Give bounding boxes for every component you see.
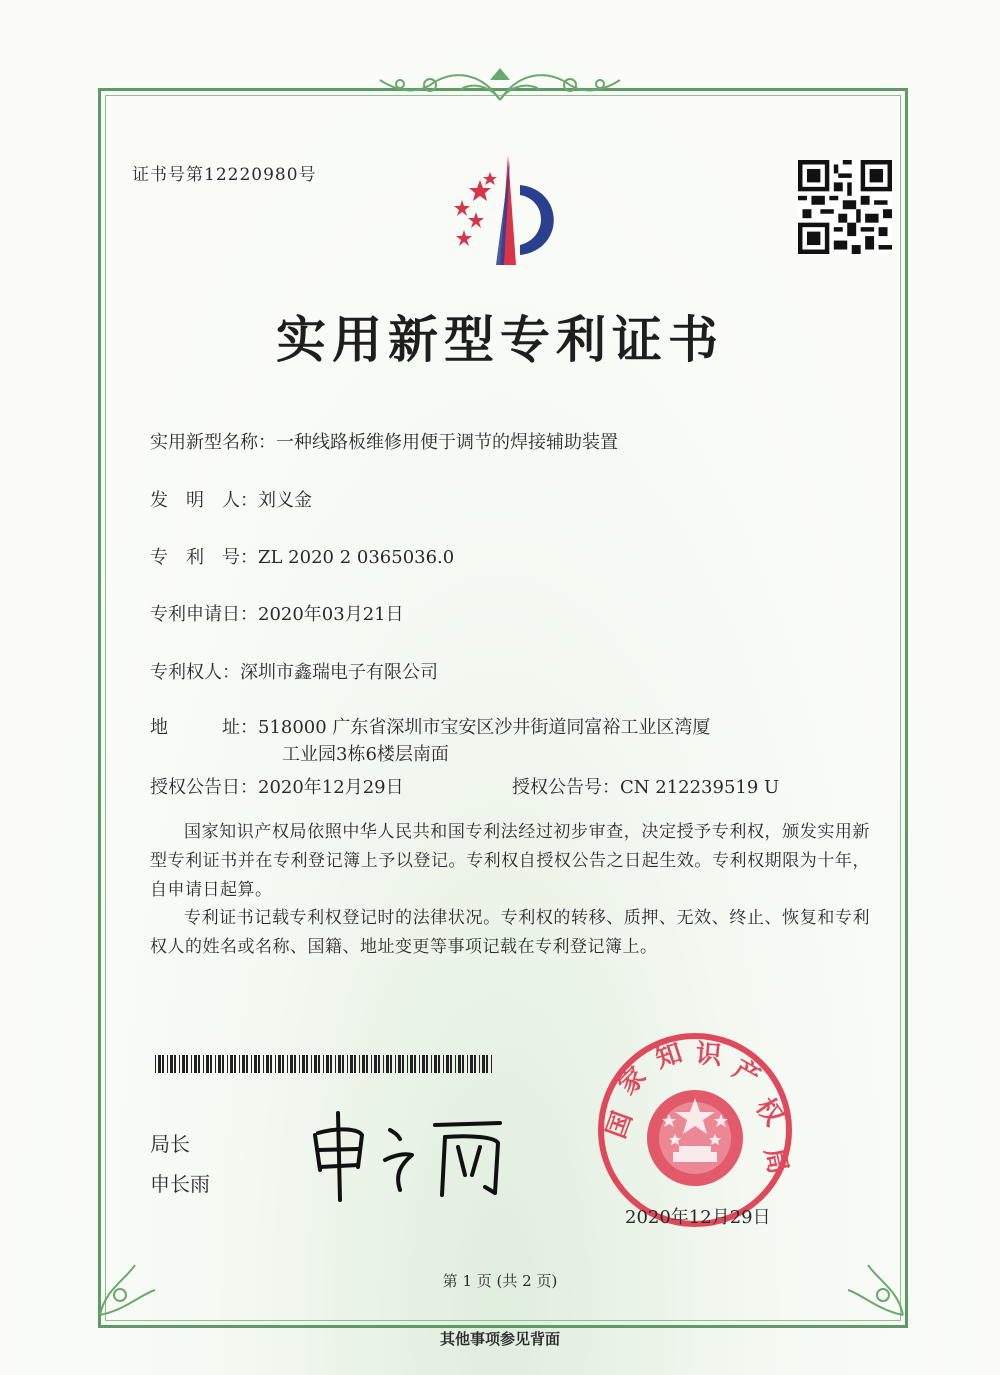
field-label: 专 利 号： (150, 547, 258, 568)
footer-note: 其他事项参见背面 (439, 1330, 560, 1348)
field-value: 2020年12月29日 (258, 777, 404, 798)
field-address (150, 713, 710, 739)
field-inventor (150, 486, 312, 512)
svg-text:产: 产 (727, 1054, 766, 1094)
official-seal-icon (595, 1030, 795, 1230)
seal-date: 2020年12月29日 (625, 1207, 771, 1228)
field-value: CN 212239519 U (620, 777, 780, 798)
field-value: 一种线路板维修用便于调节的焊接辅助装置 (276, 432, 618, 453)
field-grant-date (150, 773, 404, 799)
field-label: 专利权人： (150, 662, 240, 683)
field-value: 深圳市鑫瑞电子有限公司 (240, 662, 438, 683)
field-value: ZL 2020 2 0365036.0 (258, 547, 455, 568)
field-label: 授权公告日： (150, 777, 258, 798)
barcode-icon (155, 1055, 493, 1073)
svg-text:权: 权 (749, 1092, 789, 1132)
field-label: 授权公告号： (512, 777, 620, 798)
director-name: 申长雨 (150, 1172, 210, 1196)
director-title: 局长 (150, 1132, 190, 1156)
address-line-2: 工业园3栋6楼层南面 (282, 744, 449, 765)
field-patent-number (150, 543, 454, 569)
field-model-name (150, 428, 618, 454)
svg-text:局: 局 (758, 1145, 793, 1177)
field-label: 实用新型名称： (150, 432, 276, 453)
paragraph-legal-status: 专利证书记载专利权登记时的法律状况。专利权的转移、质押、无效、终止、恢复和专利权人的姓名或名称、国籍、地址变更等事项记载在专利登记簿上。 (150, 908, 870, 957)
certificate-number: 证书号第12220980号 (132, 165, 317, 185)
page-number: 第 1 页 (共 2 页) (442, 1272, 558, 1290)
svg-text:识: 识 (694, 1039, 723, 1072)
field-label: 地 址： (150, 717, 258, 738)
field-label: 专利申请日： (150, 604, 258, 625)
top-ornament-icon (370, 60, 630, 110)
field-patentee (150, 658, 438, 684)
field-value: 2020年03月21日 (258, 604, 404, 625)
field-value: 518000 广东省深圳市宝安区沙井街道同富裕工业区湾厦 (258, 717, 711, 738)
svg-text:家: 家 (612, 1061, 653, 1101)
field-label: 发 明 人： (150, 490, 258, 511)
qr-code-icon (798, 160, 892, 254)
certificate-title: 实用新型专利证书 (276, 310, 724, 369)
signature-icon (300, 1105, 520, 1205)
svg-text:国: 国 (601, 1107, 639, 1143)
svg-text:知: 知 (651, 1038, 686, 1075)
field-filing-date (150, 600, 404, 626)
patent-office-logo-icon (440, 150, 560, 275)
field-grant-number (512, 773, 779, 799)
field-value: 刘义金 (258, 490, 312, 511)
paragraph-registration: 国家知识产权局依照中华人民共和国专利法经过初步审查，决定授予专利权，颁发实用新型专利证书并在专利登记簿上予以登记。专利权自授权公告之日起生效。专利权期限为十年，自申请日起算。 (150, 822, 870, 900)
